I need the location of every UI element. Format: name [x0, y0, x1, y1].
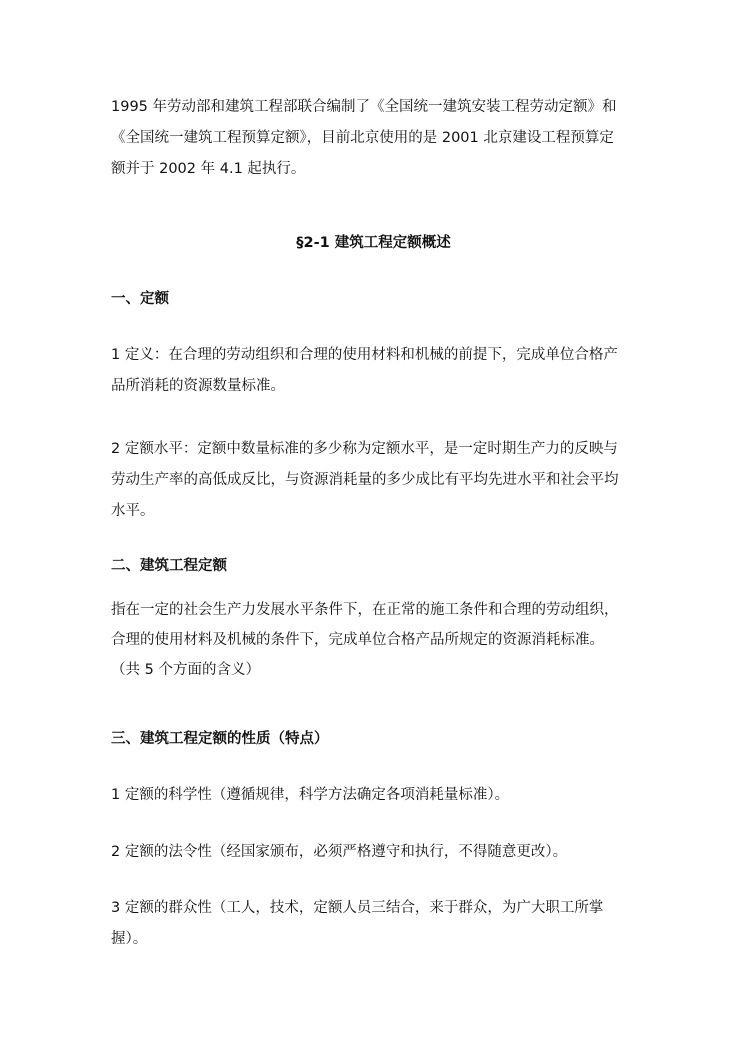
intro-line-1: 1995 年劳动部和建筑工程部联合编制了《全国统一建筑安装工程劳动定额》和 [111, 99, 617, 115]
part3-item3 [111, 895, 636, 953]
part1-heading: 一、定额 [111, 291, 169, 307]
section-title: §2-1 建筑工程定额概述 [296, 235, 451, 251]
part2-body-line-2: 合理的使用材料及机械的条件下，完成单位合格产品所规定的资源消耗标准。 [111, 632, 604, 648]
part2-body [111, 597, 636, 684]
part1-item1-line-2: 品所消耗的资源数量标准。 [111, 378, 285, 394]
intro-paragraph [111, 94, 636, 183]
part1-item2-line-2: 劳动生产率的高低成反比，与资源消耗量的多少成比有平均先进水平和社会平均 [111, 472, 619, 488]
part1-item2-line-1: 2 定额水平：定额中数量标准的多少称为定额水平，是一定时期生产力的反映与 [111, 441, 618, 457]
part2-body-line-3: （共 5 个方面的含义） [111, 662, 260, 678]
part1-item1 [111, 342, 636, 400]
part3-item3-line-1: 3 定额的群众性（工人，技术，定额人员三结合，来于群众，为广大职工所掌 [111, 900, 604, 916]
part3-item3-line-2: 握）。 [111, 931, 148, 947]
part1-item2-line-3: 水平。 [111, 503, 155, 519]
part2-body-line-1: 指在一定的社会生产力发展水平条件下，在正常的施工条件和合理的劳动组织， [111, 602, 619, 618]
part3-item2: 2 定额的法令性（经国家颁布，必须严格遵守和执行，不得随意更改）。 [111, 844, 568, 860]
part1-item2 [111, 436, 636, 525]
intro-line-3: 额并于 2002 年 4.1 起执行。 [111, 161, 306, 177]
part3-heading: 三、建筑工程定额的性质（特点） [111, 731, 329, 747]
part3-item1: 1 定额的科学性（遵循规律，科学方法确定各项消耗量标准）。 [111, 787, 510, 803]
part2-heading: 二、建筑工程定额 [111, 558, 227, 574]
part1-item1-line-1: 1 定义：在合理的劳动组织和合理的使用材料和机械的前提下，完成单位合格产 [111, 347, 618, 363]
intro-line-2: 《全国统一建筑工程预算定额》，目前北京使用的是 2001 北京建设工程预算定 [111, 130, 614, 146]
